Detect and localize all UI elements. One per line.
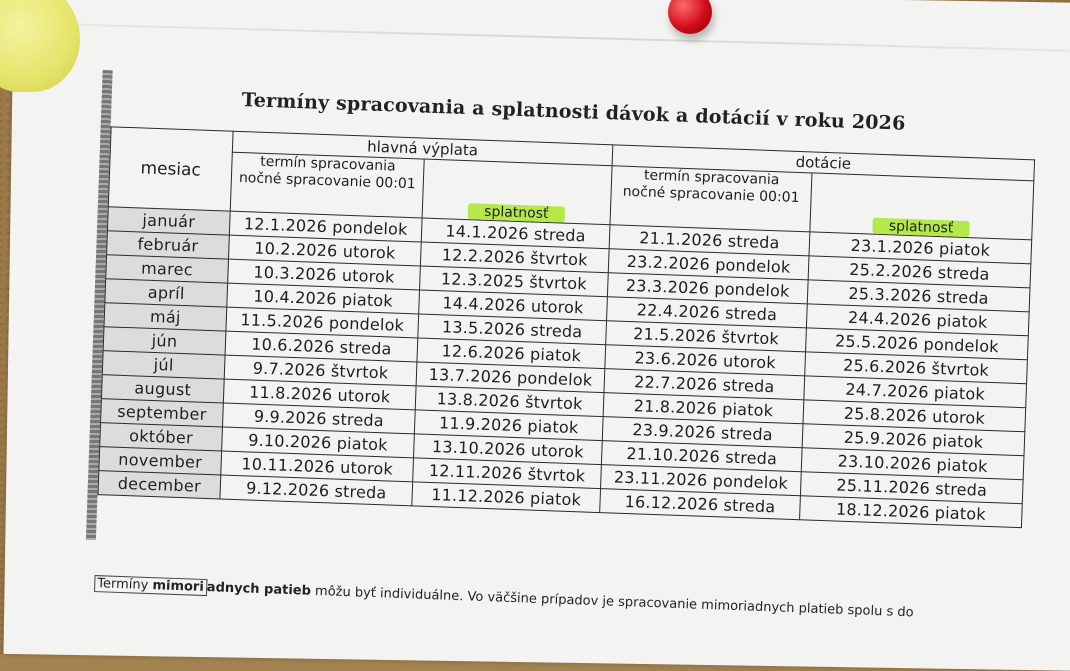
subsidies-processing-cell: 21.8.2026 piatok xyxy=(603,393,804,424)
main-due-cell: 14.4.2026 utorok xyxy=(419,290,608,321)
processing-time-label: nočné spracovanie 00:01 xyxy=(238,169,417,193)
main-due-cell: 13.5.2026 streda xyxy=(418,314,607,345)
document-title: Termíny spracovania a splatnosti dávok a dotácií v roku 2026 xyxy=(241,89,906,135)
month-cell: marec xyxy=(106,255,229,283)
due-label-highlighted: splatnosť xyxy=(873,218,970,237)
subsidies-processing-cell: 16.12.2026 streda xyxy=(600,489,801,520)
subsidies-processing-cell: 22.7.2026 streda xyxy=(604,369,805,400)
subsidies-processing-cell: 23.6.2026 utorok xyxy=(605,345,806,376)
subsidies-processing-cell: 23.3.2026 pondelok xyxy=(607,273,808,304)
main-processing-cell: 9.10.2026 piatok xyxy=(222,427,415,458)
main-processing-cell: 9.12.2026 streda xyxy=(220,475,413,506)
paper-fold-line xyxy=(73,24,1070,52)
main-processing-cell: 10.6.2026 streda xyxy=(225,331,418,362)
month-cell: január xyxy=(107,207,230,235)
subsidies-processing-cell: 23.11.2026 pondelok xyxy=(601,465,802,496)
footnote xyxy=(94,576,914,620)
paper-sheet xyxy=(4,0,1070,671)
footnote-part-1: Termíny xyxy=(97,576,149,593)
month-cell: september xyxy=(101,399,224,427)
subsidies-processing-header xyxy=(610,166,812,232)
subsidies-due-cell: 25.5.2026 pondelok xyxy=(806,328,1029,360)
subsidies-due-header xyxy=(810,173,1034,240)
main-processing-cell: 9.9.2026 streda xyxy=(222,403,415,434)
month-cell: apríl xyxy=(105,279,228,307)
subsidies-processing-cell: 21.1.2026 streda xyxy=(609,225,810,256)
subsidies-due-cell: 23.1.2026 piatok xyxy=(809,232,1032,264)
month-cell: október xyxy=(100,423,223,451)
subsidies-due-cell: 25.11.2026 streda xyxy=(800,472,1023,504)
group-header-main: hlavná výplata xyxy=(232,131,613,166)
processing-time-label: nočné spracovanie 00:01 xyxy=(622,183,800,207)
subsidies-due-cell: 25.9.2026 piatok xyxy=(802,424,1025,456)
footnote-part-4: môžu byť individuálne. Vo väčšine prípadov je spracovanie mimoriadnych platieb spolu s do xyxy=(310,583,914,621)
main-due-cell: 14.1.2026 streda xyxy=(421,218,610,249)
footnote-boxed-text xyxy=(94,575,207,596)
month-cell: máj xyxy=(104,303,227,331)
main-processing-cell: 12.1.2026 pondelok xyxy=(229,211,422,242)
main-processing-cell: 10.3.2026 utorok xyxy=(228,259,421,290)
subsidies-processing-cell: 21.5.2026 štvrtok xyxy=(606,321,807,352)
main-processing-cell: 9.7.2026 štvrtok xyxy=(224,355,417,386)
main-processing-cell: 11.8.2026 utorok xyxy=(223,379,416,410)
subsidies-processing-cell: 21.10.2026 streda xyxy=(601,441,802,472)
main-due-cell: 12.2.2026 štvrtok xyxy=(420,242,609,273)
main-processing-cell: 11.5.2026 pondelok xyxy=(226,307,419,338)
subsidies-due-cell: 25.2.2026 streda xyxy=(808,256,1031,288)
month-cell: február xyxy=(107,231,230,259)
main-due-cell: 13.10.2026 utorok xyxy=(414,434,603,465)
main-due-header xyxy=(422,159,612,225)
main-processing-cell: 10.4.2026 piatok xyxy=(227,283,420,314)
month-cell: jún xyxy=(103,327,226,355)
processing-label: termín spracovania xyxy=(643,167,780,189)
subsidies-due-cell: 25.6.2026 štvrtok xyxy=(805,352,1028,384)
subsidies-due-cell: 24.4.2026 piatok xyxy=(806,304,1029,336)
month-cell: august xyxy=(101,375,224,403)
main-due-cell: 12.11.2026 štvrtok xyxy=(413,458,602,489)
main-due-cell: 11.12.2026 piatok xyxy=(412,482,601,513)
main-due-cell: 12.6.2026 piatok xyxy=(417,338,606,369)
month-column-header: mesiac xyxy=(108,127,233,211)
footnote-part-2: mimori xyxy=(152,578,205,595)
main-processing-cell: 10.11.2026 utorok xyxy=(221,451,414,482)
document-content xyxy=(73,69,1070,621)
month-cell: júl xyxy=(102,351,225,379)
processing-label: termín spracovania xyxy=(259,153,396,175)
main-due-cell: 13.7.2026 pondelok xyxy=(416,362,605,393)
subsidies-processing-cell: 23.9.2026 streda xyxy=(602,417,803,448)
main-due-cell: 13.8.2026 štvrtok xyxy=(415,386,604,417)
subsidies-due-cell: 23.10.2026 piatok xyxy=(801,448,1024,480)
subsidies-due-cell: 18.12.2026 piatok xyxy=(800,496,1023,528)
main-due-cell: 12.3.2025 štvrtok xyxy=(420,266,609,297)
main-due-cell: 11.9.2026 piatok xyxy=(414,410,603,441)
schedule-table xyxy=(97,126,1035,528)
subsidies-processing-cell: 23.2.2026 pondelok xyxy=(608,249,809,280)
subsidies-due-cell: 25.8.2026 utorok xyxy=(803,400,1026,432)
month-cell: december xyxy=(98,471,221,499)
group-header-subsidies: dotácie xyxy=(612,145,1034,181)
subsidies-due-cell: 24.7.2026 piatok xyxy=(804,376,1027,408)
main-processing-header xyxy=(230,152,424,218)
subsidies-processing-cell: 22.4.2026 streda xyxy=(607,297,808,328)
footnote-part-3: adnych patieb xyxy=(206,580,312,599)
main-processing-cell: 10.2.2026 utorok xyxy=(229,235,422,266)
due-label-highlighted: splatnosť xyxy=(468,203,565,222)
subsidies-due-cell: 25.3.2026 streda xyxy=(807,280,1030,312)
month-cell: november xyxy=(99,447,222,475)
